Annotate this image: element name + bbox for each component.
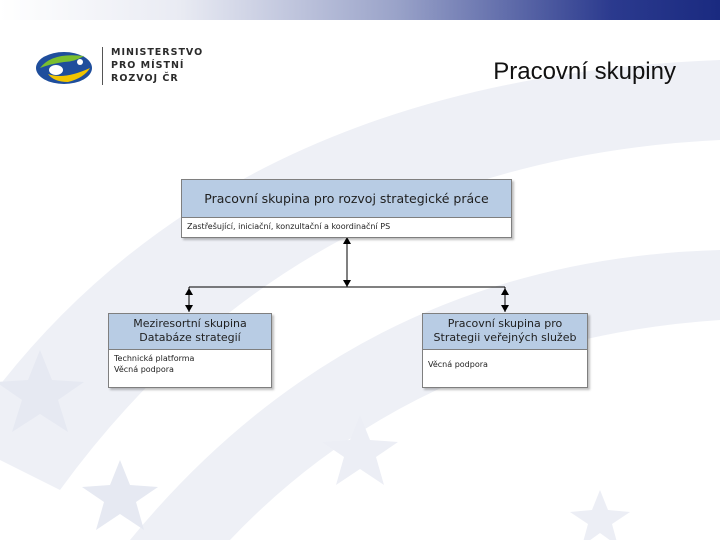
ministry-name	[111, 46, 203, 85]
eu-stars-watermark-icon	[0, 20, 720, 540]
left-box-header	[109, 314, 271, 350]
ministry-line-3: ROZVOJ ČR	[111, 73, 179, 84]
ministry-line-1: MINISTERSTVO	[111, 47, 204, 58]
right-box-body	[423, 350, 587, 373]
ministry-line-2: PRO MÍSTNÍ	[111, 60, 185, 71]
left-box-body	[109, 350, 271, 378]
top-box-title: Pracovní skupina pro rozvoj strategické práce	[182, 180, 511, 218]
left-box-title-line-1: Meziresortní skupina	[133, 317, 247, 330]
top-banner	[0, 0, 720, 20]
left-box-title-line-2: Databáze strategií	[139, 331, 241, 344]
right-box-item-1: Věcná podpora	[428, 360, 488, 369]
right-box-title-line-2: Strategii veřejných služeb	[433, 331, 577, 344]
top-box-description: Zastřešující, iniciační, konzultační a koordinační PS	[187, 222, 391, 231]
left-box-item-1: Technická platforma	[114, 354, 195, 363]
right-workgroup-box	[422, 313, 588, 388]
right-box-title-line-1: Pracovní skupina pro	[447, 317, 563, 330]
top-workgroup-box	[181, 179, 512, 238]
logo-divider	[102, 47, 103, 85]
left-box-item-2: Věcná podpora	[114, 365, 174, 374]
slide-title: Pracovní skupiny	[493, 58, 676, 85]
ministry-logo-icon	[34, 46, 96, 88]
left-workgroup-box	[108, 313, 272, 388]
right-box-header	[423, 314, 587, 350]
